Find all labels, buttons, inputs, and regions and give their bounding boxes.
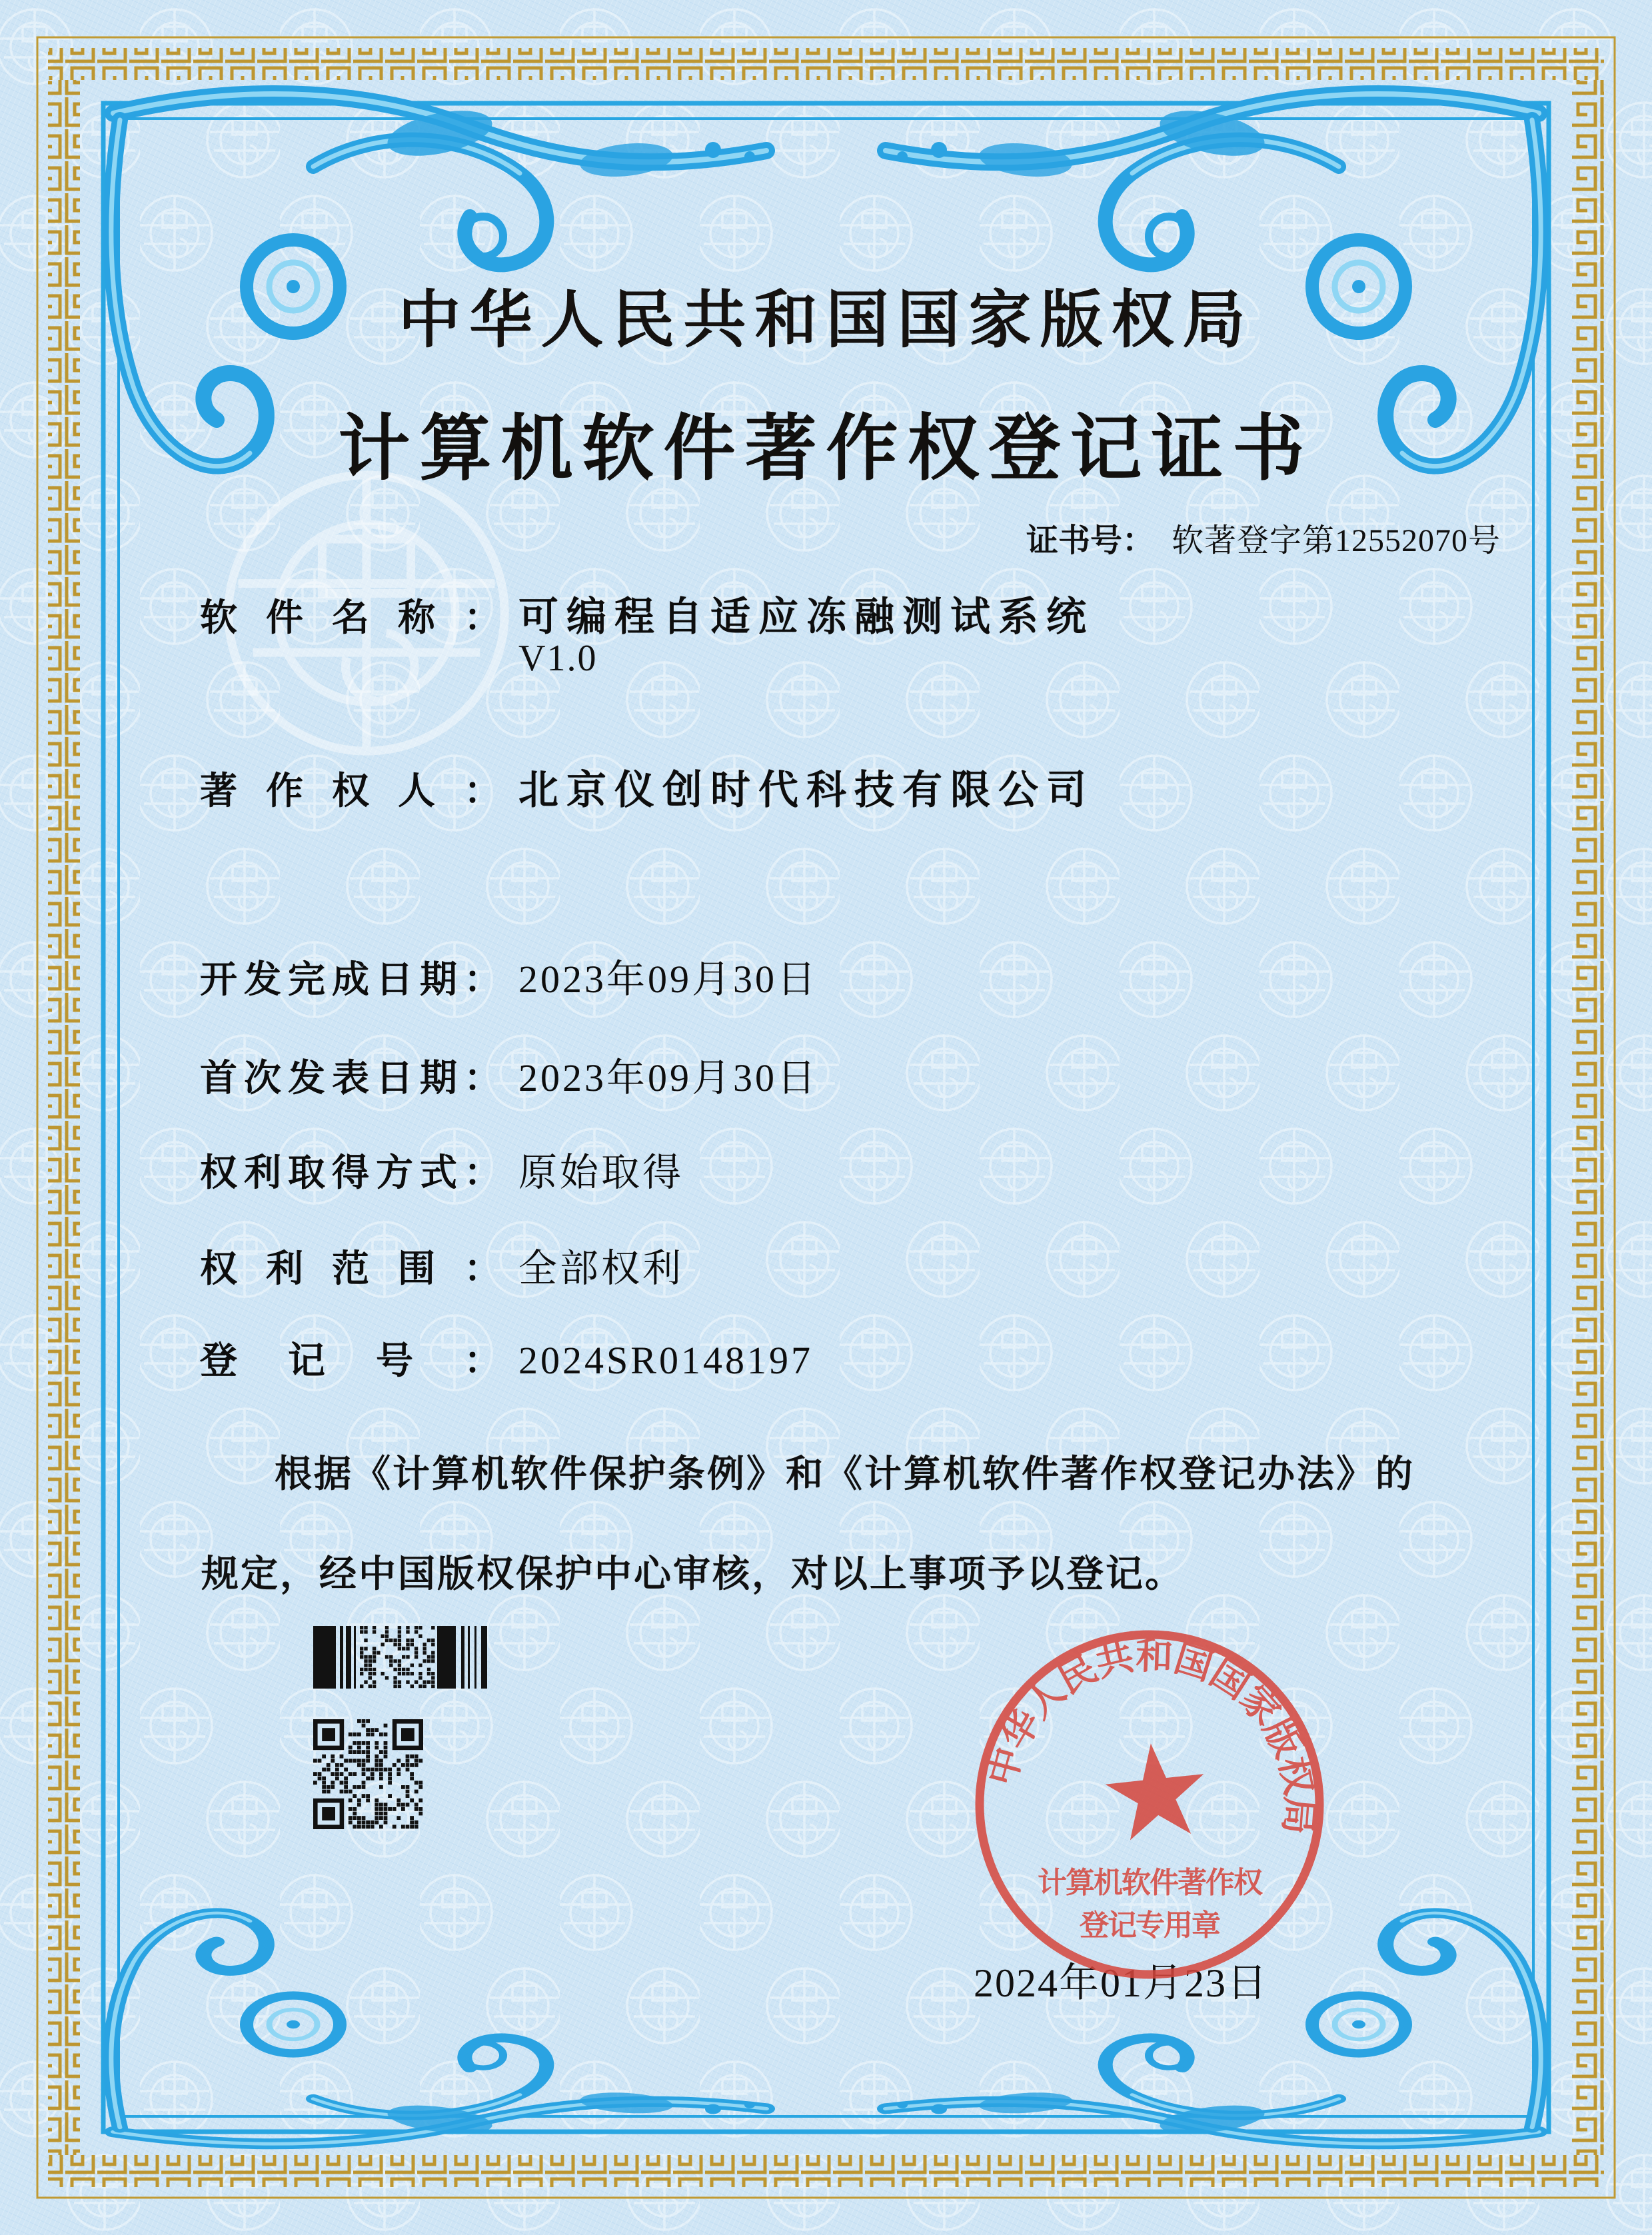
official-seal (936, 1591, 1363, 2018)
field-label: 软件名称： (200, 596, 501, 638)
field-label: 权利范围： (200, 1247, 501, 1289)
registration-statement-line1: 根据《计算机软件保护条例》和《计算机软件著作权登记办法》的 (275, 1453, 1415, 1495)
qr-code (313, 1719, 423, 1829)
field-label: 权利取得方式： (200, 1151, 501, 1193)
seal-inner-text-line2: 登记专用章 (1080, 1909, 1220, 1942)
field-label: 登记号： (200, 1339, 501, 1381)
issue-date: 2024年01月23日 (974, 1961, 1268, 2005)
barcode (313, 1626, 487, 1689)
issuing-authority-title: 中华人民共和国国家版权局 (398, 286, 1254, 355)
field-value: 原始取得 (518, 1151, 684, 1194)
field-value: 全部权利 (518, 1247, 684, 1290)
field-label: 著作权人： (200, 770, 501, 812)
certificate-title: 计算机软件著作权登记证书 (338, 410, 1314, 489)
field-label: 开发完成日期： (200, 958, 501, 1000)
registration-statement-line2: 规定，经中国版权保护中心审核，对以上事项予以登记。 (201, 1553, 1184, 1595)
seal-inner-text-line1: 计算机软件著作权 (1038, 1866, 1261, 1899)
field-value: 可编程自适应冻融测试系统 (518, 594, 1094, 639)
field-value: 2023年09月30日 (518, 958, 819, 1001)
software-version: V1.0 (518, 638, 598, 679)
field-value: 北京仪创时代科技有限公司 (518, 768, 1094, 812)
certificate-number-label: 证书号： (1026, 523, 1155, 558)
seal-ring-text: 中华人民共和国国家版权局 (980, 1634, 1321, 1836)
field-label: 首次发表日期： (200, 1057, 501, 1099)
field-value: 2023年09月30日 (518, 1056, 819, 1100)
certificate-number-value: 软著登字第12552070号 (1172, 523, 1501, 558)
field-value: 2024SR0148197 (518, 1339, 813, 1382)
star-icon (1102, 1739, 1210, 1843)
